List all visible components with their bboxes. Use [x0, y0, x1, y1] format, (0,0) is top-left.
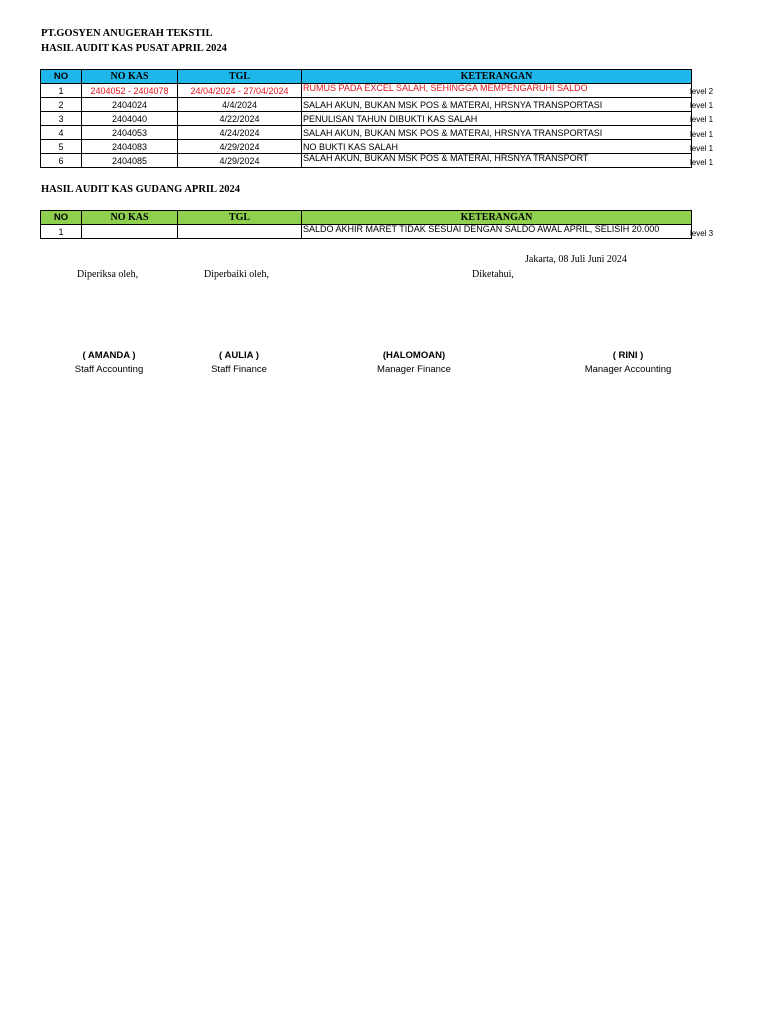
table-row — [41, 112, 692, 126]
cell-no: 2 — [41, 98, 82, 112]
cell-no: 1 — [41, 225, 82, 239]
cell-keterangan: SALAH AKUN, BUKAN MSK POS & MATERAI, HRSNYA TRANSPORTASI — [302, 98, 692, 112]
place-date: Jakarta, 08 Juli Juni 2024 — [525, 254, 627, 265]
label-diperiksa: Diperiksa oleh, — [77, 269, 139, 280]
header-no: NO — [41, 211, 82, 225]
cell-no-kas: 2404083 — [82, 140, 178, 154]
table-header-row — [41, 70, 692, 84]
level-label: level 1 — [690, 115, 714, 124]
cell-no: 5 — [41, 140, 82, 154]
header-tgl: TGL — [178, 211, 302, 225]
table-row — [41, 225, 692, 239]
cell-tgl: 4/24/2024 — [178, 126, 302, 140]
header-keterangan: KETERANGAN — [302, 211, 692, 225]
cell-keterangan: NO BUKTI KAS SALAH — [302, 140, 692, 154]
cell-no-kas: 2404085 — [82, 154, 178, 168]
header-keterangan: KETERANGAN — [302, 70, 692, 84]
cell-no-kas: 2404040 — [82, 112, 178, 126]
cell-no: 1 — [41, 84, 82, 98]
header-tgl: TGL — [178, 70, 302, 84]
cell-keterangan: SALDO AKHIR MARET TIDAK SESUAI DENGAN SALDO AWAL APRIL, SELISIH 20.000 — [302, 225, 692, 239]
cell-no: 3 — [41, 112, 82, 126]
table-row — [41, 140, 692, 154]
cell-keterangan: PENULISAN TAHUN DIBUKTI KAS SALAH — [302, 112, 692, 126]
audit-table-pusat — [40, 69, 692, 168]
cell-no: 6 — [41, 154, 82, 168]
level-label: level 1 — [690, 144, 714, 153]
level-label: level 1 — [690, 158, 714, 167]
signature-role-amanda: Staff Accounting — [74, 364, 144, 375]
label-diperbaiki: Diperbaiki oleh, — [204, 269, 269, 280]
level-label: level 3 — [690, 229, 714, 238]
cell-no: 4 — [41, 126, 82, 140]
table-row — [41, 98, 692, 112]
cell-tgl: 4/22/2024 — [178, 112, 302, 126]
cell-no-kas: 2404024 — [82, 98, 178, 112]
table-header-row — [41, 211, 692, 225]
header-no-kas: NO KAS — [82, 70, 178, 84]
signature-role-rini: Manager Accounting — [584, 364, 672, 375]
report-title-pusat: HASIL AUDIT KAS PUSAT APRIL 2024 — [41, 43, 227, 54]
label-diketahui: Diketahui, — [472, 269, 514, 280]
cell-no-kas: 2404053 — [82, 126, 178, 140]
cell-no-kas — [82, 225, 178, 239]
table-row — [41, 126, 692, 140]
signature-role-aulia: Staff Finance — [211, 364, 267, 375]
signature-name-amanda: ( AMANDA ) — [82, 350, 136, 361]
cell-keterangan: SALAH AKUN, BUKAN MSK POS & MATERAI, HRSNYA TRANSPORT — [302, 154, 692, 168]
cell-tgl: 24/04/2024 - 27/04/2024 — [178, 84, 302, 98]
header-no: NO — [41, 70, 82, 84]
table-row — [41, 84, 692, 98]
cell-keterangan: RUMUS PADA EXCEL SALAH, SEHINGGA MEMPENGARUHI SALDO — [302, 84, 692, 98]
cell-tgl — [178, 225, 302, 239]
header-no-kas: NO KAS — [82, 211, 178, 225]
report-title-gudang: HASIL AUDIT KAS GUDANG APRIL 2024 — [41, 184, 241, 195]
level-label: level 1 — [690, 101, 714, 110]
company-name: PT.GOSYEN ANUGERAH TEKSTIL — [41, 28, 213, 39]
signature-name-halomoan: (HALOMOAN) — [382, 350, 446, 361]
cell-tgl: 4/4/2024 — [178, 98, 302, 112]
cell-tgl: 4/29/2024 — [178, 140, 302, 154]
cell-no-kas: 2404052 - 2404078 — [82, 84, 178, 98]
level-label: level 1 — [690, 130, 714, 139]
cell-tgl: 4/29/2024 — [178, 154, 302, 168]
level-label: level 2 — [690, 87, 714, 96]
cell-keterangan: SALAH AKUN, BUKAN MSK POS & MATERAI, HRSNYA TRANSPORTASI — [302, 126, 692, 140]
table-row — [41, 154, 692, 168]
signature-role-halomoan: Manager Finance — [377, 364, 451, 375]
signature-name-aulia: ( AULIA ) — [219, 350, 259, 361]
audit-table-gudang — [40, 210, 692, 239]
signature-name-rini: ( RINI ) — [612, 350, 644, 361]
